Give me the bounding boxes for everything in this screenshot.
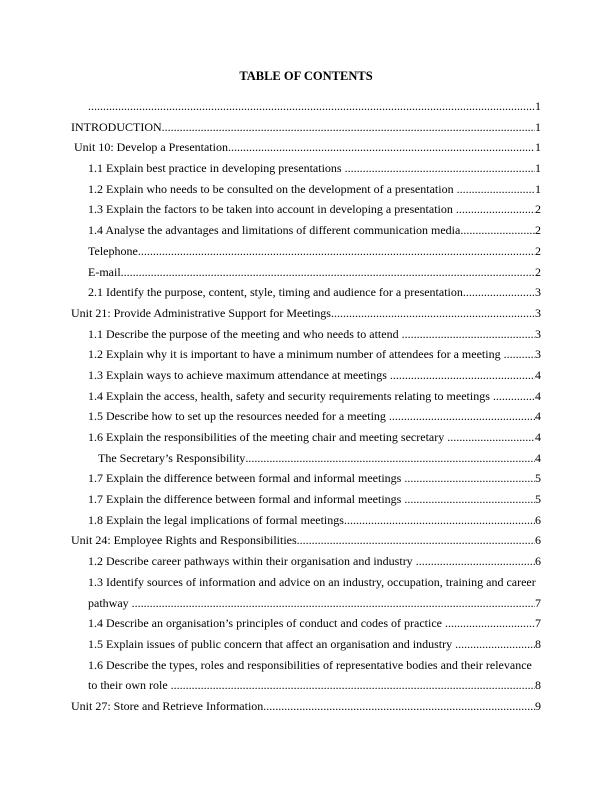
toc-page-number: 7 <box>535 616 541 631</box>
toc-entry-text: Unit 21: Provide Administrative Support for Meetings <box>71 305 331 320</box>
toc-entry[interactable] <box>71 510 541 531</box>
toc-page-number: 1 <box>535 119 541 134</box>
toc-dot-leader <box>344 510 535 531</box>
toc-entry[interactable] <box>71 199 541 220</box>
toc-page-number: 6 <box>535 554 541 569</box>
toc-dot-leader <box>228 137 535 158</box>
toc-dot-leader <box>263 696 535 717</box>
toc-dot-leader <box>455 634 535 655</box>
toc-entry-text: Unit 24: Employee Rights and Responsibilities <box>71 533 297 548</box>
toc-page-number: 4 <box>535 409 541 424</box>
toc-page-number: 1 <box>535 99 541 113</box>
toc-dot-leader <box>504 344 535 365</box>
toc-entry[interactable] <box>71 220 541 241</box>
toc-dot-leader <box>445 613 535 634</box>
toc-entry[interactable] <box>71 158 541 179</box>
toc-dot-leader <box>245 448 535 469</box>
toc-entry[interactable] <box>71 117 541 138</box>
toc-entry[interactable] <box>71 303 541 324</box>
toc-page-number: 5 <box>535 492 541 507</box>
toc-entry[interactable] <box>71 137 541 158</box>
toc-page-number: 6 <box>535 533 541 548</box>
toc-entry-text: 1.3 Identify sources of information and advice on an industry, occupation, training and career <box>88 574 536 589</box>
toc-entry[interactable] <box>71 551 541 572</box>
toc-entry-text: 1.8 Explain the legal implications of formal meetings <box>88 512 344 527</box>
toc-entry-text: INTRODUCTION <box>71 119 162 134</box>
toc-page-number: 1 <box>535 181 541 196</box>
toc-page-number: 7 <box>535 595 541 610</box>
toc-entry[interactable] <box>71 386 541 407</box>
toc-dot-leader <box>447 427 535 448</box>
toc-dot-leader <box>345 158 535 179</box>
toc-entry[interactable] <box>71 262 541 283</box>
toc-page-number: 2 <box>535 264 541 279</box>
toc-entry[interactable] <box>71 406 541 427</box>
toc-entry[interactable] <box>71 344 541 365</box>
toc-entry-text: 1.2 Explain who needs to be consulted on the development of a presentation <box>88 181 457 196</box>
toc-page-number: 6 <box>535 512 541 527</box>
toc-dot-leader <box>457 179 535 200</box>
toc-entry-text: 1.2 Describe career pathways within their organisation and industry <box>88 554 416 569</box>
toc-dot-leader <box>460 220 535 241</box>
toc-dot-leader <box>404 468 535 489</box>
toc-dot-leader <box>493 386 535 407</box>
toc-page-number: 9 <box>535 698 541 713</box>
toc-dot-leader <box>88 96 535 117</box>
toc-page-number: 2 <box>535 243 541 258</box>
toc-page-number: 3 <box>535 326 541 341</box>
toc-entry-text: 1.3 Explain ways to achieve maximum attendance at meetings <box>88 367 390 382</box>
toc-entry-text: 1.7 Explain the difference between formal and informal meetings <box>88 492 405 507</box>
toc-dot-leader <box>138 241 535 262</box>
toc-entry-text: 1.6 Describe the types, roles and responsibilities of representative bodies and their relevance <box>88 657 532 672</box>
toc-entry-text: 1.6 Explain the responsibilities of the meeting chair and meeting secretary <box>88 430 448 444</box>
toc-page-number: 8 <box>535 678 541 693</box>
toc-page-number: 4 <box>535 367 541 382</box>
toc-page-number: 8 <box>535 636 541 651</box>
toc-page-number: 5 <box>535 471 541 486</box>
toc-entry[interactable] <box>71 613 541 634</box>
toc-entry[interactable] <box>71 489 541 510</box>
toc-page-number: 3 <box>535 305 541 320</box>
toc-entry[interactable] <box>71 282 541 303</box>
toc-entry-text: Telephone <box>88 243 138 258</box>
toc-dot-leader <box>297 530 535 551</box>
toc-entry[interactable] <box>71 634 541 655</box>
toc-dot-leader <box>162 117 535 138</box>
toc-entry[interactable] <box>71 179 541 200</box>
toc-entry[interactable] <box>71 96 541 117</box>
toc-dot-leader <box>132 593 535 614</box>
toc-entry-text: The Secretary’s Responsibility <box>98 450 246 465</box>
toc-entry[interactable] <box>71 427 541 448</box>
toc-entry-text: 1.7 Explain the difference between formal and informal meetings <box>88 471 405 486</box>
toc-page-number: 2 <box>535 202 541 217</box>
toc-entry-text: to their own role <box>88 678 171 693</box>
toc-entry[interactable] <box>71 593 541 614</box>
toc-dot-leader <box>402 324 535 345</box>
toc-entry-text: Unit 10: Develop a Presentation <box>71 140 228 155</box>
toc-entry[interactable] <box>71 241 541 262</box>
toc-entry[interactable] <box>71 655 541 676</box>
toc-page-number: 1 <box>535 161 541 176</box>
toc-dot-leader <box>121 262 535 283</box>
toc-dot-leader <box>463 282 535 303</box>
toc-entry[interactable] <box>71 448 541 469</box>
toc-dot-leader <box>390 365 535 386</box>
toc-entry-text: 1.5 Explain issues of public concern that affect an organisation and industry <box>88 636 456 651</box>
toc-page-number: 4 <box>535 388 541 403</box>
toc-page-number: 2 <box>535 223 541 238</box>
toc-entry-text: pathway <box>88 595 132 610</box>
toc-entry-text: Unit 27: Store and Retrieve Information <box>71 698 264 713</box>
toc-entry-text: 1.4 Describe an organisation’s principles of conduct and codes of practice <box>88 616 445 631</box>
toc-entry-text: 1.5 Describe how to set up the resources needed for a meeting <box>88 409 389 424</box>
toc-page-number: 4 <box>535 450 541 465</box>
toc-dot-leader <box>456 199 535 220</box>
toc-page-number: 3 <box>535 347 541 362</box>
toc-entry-text: 1.3 Explain the factors to be taken into account in developing a presentation <box>88 202 456 217</box>
toc-list <box>71 96 541 717</box>
toc-page-number: 1 <box>535 140 541 155</box>
toc-entry-text: 1.4 Analyse the advantages and limitations of different communication media <box>88 223 461 238</box>
toc-entry[interactable] <box>71 675 541 696</box>
toc-dot-leader <box>331 303 535 324</box>
toc-page-number: 3 <box>535 285 541 300</box>
toc-entry-text: 1.4 Explain the access, health, safety and security requirements relating to meetings <box>88 388 493 403</box>
toc-page-number: 4 <box>535 430 541 444</box>
toc-entry[interactable] <box>71 468 541 489</box>
toc-entry[interactable] <box>71 324 541 345</box>
toc-dot-leader <box>416 551 535 572</box>
toc-entry[interactable] <box>71 696 541 717</box>
toc-entry[interactable] <box>71 530 541 551</box>
toc-dot-leader <box>389 406 535 427</box>
toc-entry[interactable] <box>71 572 541 593</box>
toc-entry-text: 2.1 Identify the purpose, content, style, timing and audience for a presentation <box>88 285 463 300</box>
toc-entry-text: 1.1 Explain best practice in developing presentations <box>88 161 345 176</box>
toc-entry-text: E-mail <box>88 264 121 279</box>
toc-entry[interactable] <box>71 365 541 386</box>
toc-dot-leader <box>404 489 535 510</box>
toc-dot-leader <box>171 675 535 696</box>
toc-entry-text: 1.1 Describe the purpose of the meeting and who needs to attend <box>88 326 402 341</box>
page-title: TABLE OF CONTENTS <box>239 69 373 83</box>
toc-entry-text: 1.2 Explain why it is important to have a minimum number of attendees for a meeting <box>88 347 504 362</box>
